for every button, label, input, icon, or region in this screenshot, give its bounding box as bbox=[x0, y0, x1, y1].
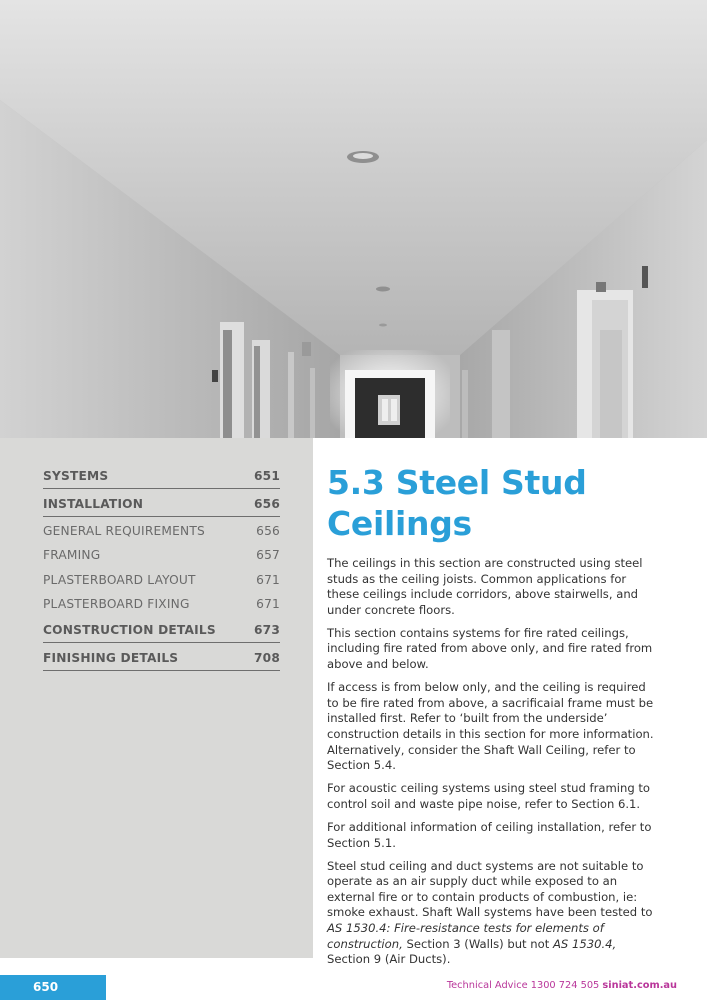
corridor-image bbox=[0, 0, 707, 438]
text-span: Section 3 (Walls) but not bbox=[402, 936, 553, 951]
toc-label: FRAMING bbox=[43, 548, 101, 563]
toc-item-general-requirements[interactable] bbox=[43, 519, 280, 543]
page-title bbox=[327, 462, 657, 544]
toc-item-systems[interactable] bbox=[43, 463, 280, 489]
toc-item-plasterboard-fixing[interactable] bbox=[43, 592, 280, 616]
toc-item-construction-details[interactable] bbox=[43, 617, 280, 643]
toc-label: FINISHING DETAILS bbox=[43, 650, 179, 665]
technical-advice-label: Technical Advice 1300 724 505 bbox=[446, 980, 603, 991]
toc-item-framing[interactable] bbox=[43, 543, 280, 567]
toc-label: GENERAL REQUIREMENTS bbox=[43, 524, 205, 538]
hero-photo bbox=[0, 0, 707, 438]
toc-page: 651 bbox=[253, 469, 280, 483]
toc-page: 708 bbox=[253, 650, 280, 665]
paragraph-additional-info: For additional information of ceiling installation, refer to Section 5.1. bbox=[327, 819, 652, 850]
title-line-1: 5.3 Steel Stud bbox=[327, 463, 587, 502]
toc-label: INSTALLATION bbox=[43, 497, 144, 511]
toc-label: PLASTERBOARD FIXING bbox=[43, 597, 190, 612]
page-number: 650 bbox=[33, 980, 59, 994]
website-link[interactable]: siniat.com.au bbox=[602, 980, 677, 991]
toc-item-installation[interactable] bbox=[43, 491, 280, 517]
title-line-2: Ceilings bbox=[327, 504, 472, 543]
toc-item-plasterboard-layout[interactable] bbox=[43, 568, 280, 592]
main-content bbox=[327, 462, 657, 975]
paragraph-access-below: If access is from below only, and the ceiling is required to be fire rated from above, a sacrificaial frame must be installed first. Refer to ‘built from the underside’ construction details in this section for more information. Alternatively, consider the Shaft Wall Ceiling, refer to Section 5.4. bbox=[327, 680, 654, 773]
toc-page: 673 bbox=[253, 622, 280, 637]
page-number-tab bbox=[0, 975, 106, 1000]
text-span: Steel stud ceiling and duct systems are not suitable to operate as an air supply duct while exposed to an external fire or to contain products of combustion, ie: smoke exhaust. Shaft Wall systems have been tested to bbox=[327, 858, 653, 920]
toc-page: 671 bbox=[256, 572, 280, 587]
standard-reference: AS 1530.4: Fire-resistance tests for elements of construction, bbox=[327, 920, 604, 951]
toc-page: 656 bbox=[253, 497, 280, 511]
paragraph-fire-rated: This section contains systems for fire rated ceilings, including fire rated from above only, and fire rated from above and below. bbox=[327, 625, 653, 672]
toc-label: CONSTRUCTION DETAILS bbox=[43, 622, 216, 637]
footer-contact bbox=[447, 980, 677, 991]
toc-label: PLASTERBOARD LAYOUT bbox=[43, 572, 196, 587]
toc-item-finishing-details[interactable] bbox=[43, 645, 280, 671]
text-span: Section 9 (Air Ducts). bbox=[327, 952, 451, 967]
toc-label: SYSTEMS bbox=[43, 469, 109, 483]
paragraph-acoustic: For acoustic ceiling systems using steel stud framing to control soil and waste pipe noise, refer to Section 6.1. bbox=[327, 781, 651, 811]
standard-reference: AS 1530.4, bbox=[552, 936, 617, 951]
toc-page: 656 bbox=[256, 524, 280, 538]
table-of-contents bbox=[43, 463, 280, 673]
paragraph-duct-warning bbox=[327, 859, 657, 968]
toc-page: 657 bbox=[256, 548, 280, 563]
toc-page: 671 bbox=[256, 597, 280, 612]
paragraph-intro: The ceilings in this section are constructed using steel studs as the ceiling joists. Common applications for these ceilings include corridors, above stairwells, and under concrete floors. bbox=[327, 556, 643, 617]
